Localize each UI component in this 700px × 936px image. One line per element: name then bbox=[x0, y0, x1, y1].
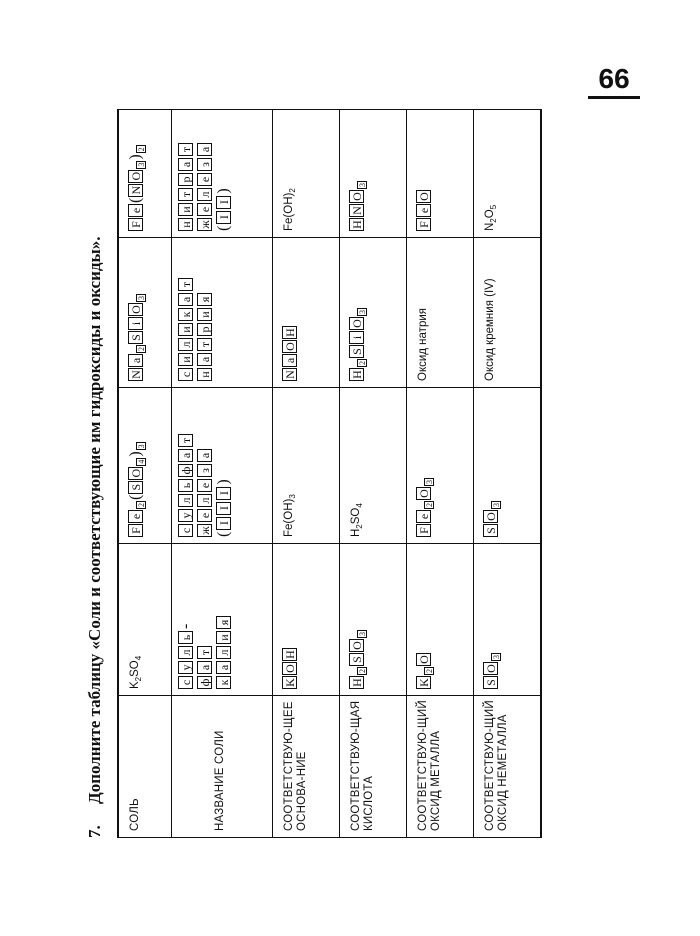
letter-box: e bbox=[416, 510, 431, 523]
cell-c2-nonmetal-oxide bbox=[474, 388, 542, 544]
letter-box-formula bbox=[416, 392, 434, 537]
table-row-name bbox=[172, 110, 273, 838]
letter-box-formula bbox=[282, 242, 297, 381]
subscript-box: 4 bbox=[137, 459, 146, 464]
letter-box: O bbox=[349, 190, 364, 203]
formula-text: $N_2O_5$ bbox=[484, 204, 498, 231]
letter-box: т bbox=[178, 188, 193, 201]
table-row-nonmetal-oxide bbox=[474, 110, 542, 838]
letter-box-formula bbox=[128, 242, 146, 381]
letter-box: ж bbox=[197, 524, 212, 537]
letter-box: I bbox=[216, 517, 231, 530]
letter-box: т bbox=[197, 338, 212, 351]
letter-box: а bbox=[178, 158, 193, 171]
letter-box-line bbox=[178, 242, 193, 381]
letter-box: i bbox=[128, 317, 143, 330]
letter-box: I bbox=[216, 487, 231, 500]
cell-c2-base bbox=[273, 388, 340, 544]
letter-box: а bbox=[178, 449, 193, 462]
bracket-glyph: ) bbox=[215, 479, 232, 485]
cell-c2-salt bbox=[118, 388, 172, 544]
letter-box: F bbox=[416, 218, 431, 231]
letter-box: ф bbox=[178, 464, 193, 477]
letter-box-line bbox=[216, 392, 231, 537]
bracket-glyph: ( bbox=[215, 225, 232, 231]
oxide-name: Оксид кремния (IV) bbox=[484, 278, 496, 381]
subscript-box: 2 bbox=[358, 669, 367, 673]
cell-c3-metal-oxide bbox=[407, 238, 474, 388]
letter-box-formula bbox=[483, 392, 501, 537]
cell-c4-metal-oxide bbox=[407, 110, 474, 238]
letter-box: е bbox=[197, 479, 212, 492]
letter-box: O bbox=[128, 170, 143, 183]
letter-box: H bbox=[349, 676, 364, 689]
cell-c3-base bbox=[273, 238, 340, 388]
letter-box: с bbox=[178, 368, 193, 381]
letter-box: и bbox=[178, 203, 193, 216]
letter-box: а bbox=[178, 293, 193, 306]
letter-box: л bbox=[178, 338, 193, 351]
letter-box: а bbox=[197, 661, 212, 674]
letter-box: a bbox=[128, 354, 143, 367]
letter-box-line bbox=[178, 392, 193, 537]
letter-box: H bbox=[349, 368, 364, 381]
letter-box: F bbox=[416, 524, 431, 537]
letter-box: K bbox=[282, 676, 297, 689]
letter-box: с bbox=[178, 524, 193, 537]
letter-box-words bbox=[178, 548, 231, 689]
letter-box: у bbox=[178, 509, 193, 522]
letter-box: л bbox=[178, 494, 193, 507]
task-number: 7. bbox=[85, 825, 104, 838]
letter-box-formula bbox=[416, 548, 434, 689]
letter-box: и bbox=[178, 323, 193, 336]
letter-box: и bbox=[197, 308, 212, 321]
formula-text: $K_2SO_4$ bbox=[129, 655, 143, 689]
letter-box: O bbox=[282, 340, 297, 353]
letter-box: а bbox=[197, 353, 212, 366]
cell-c3-nonmetal-oxide bbox=[474, 238, 542, 388]
subscript-box: 3 bbox=[492, 503, 501, 507]
letter-box: р bbox=[178, 173, 193, 186]
letter-box-words bbox=[178, 114, 231, 231]
letter-box-line bbox=[197, 114, 212, 231]
letter-box: e bbox=[416, 204, 431, 217]
letter-box-line bbox=[197, 392, 212, 537]
cell-c1-metal-oxide bbox=[407, 544, 474, 696]
letter-box: i bbox=[349, 331, 364, 344]
letter-box: O bbox=[349, 317, 364, 330]
letter-box: е bbox=[197, 509, 212, 522]
table-row-base bbox=[273, 110, 340, 838]
page-number: 99 bbox=[598, 63, 630, 94]
letter-box-line bbox=[197, 548, 212, 689]
cell-c2-name bbox=[172, 388, 273, 544]
letter-box: O bbox=[416, 190, 431, 203]
letter-box: H bbox=[282, 326, 297, 339]
letter-box-words bbox=[178, 242, 212, 381]
letter-box-formula bbox=[349, 114, 367, 231]
letter-box: O bbox=[483, 510, 498, 523]
bracket-glyph: ) bbox=[127, 154, 144, 160]
letter-box: н bbox=[178, 218, 193, 231]
row-header-name bbox=[172, 696, 273, 838]
bracket-glyph: ) bbox=[215, 188, 232, 194]
subscript-box: 3 bbox=[425, 480, 434, 484]
row-header-metal-oxide bbox=[407, 696, 474, 838]
rotated-page-content bbox=[80, 98, 570, 838]
cell-c3-salt bbox=[118, 238, 172, 388]
letter-box-formula bbox=[483, 548, 501, 689]
formula-text: $Fe(OH)_2$ bbox=[283, 188, 297, 231]
letter-box: ф bbox=[197, 676, 212, 689]
bracket-glyph: ) bbox=[127, 451, 144, 457]
letter-box: н bbox=[197, 368, 212, 381]
subscript-box: 3 bbox=[358, 183, 367, 187]
letter-box-formula bbox=[349, 242, 367, 381]
letter-box-formula bbox=[282, 548, 297, 689]
letter-box: ж bbox=[197, 218, 212, 231]
subscript-box: 2 bbox=[137, 347, 146, 351]
letter-box: и bbox=[216, 631, 231, 644]
letter-box: л bbox=[197, 188, 212, 201]
letter-box: F bbox=[128, 524, 143, 537]
letter-box: K bbox=[416, 676, 431, 689]
cell-c3-name bbox=[172, 238, 273, 388]
bracket-glyph: - bbox=[177, 623, 194, 629]
letter-box: H bbox=[349, 218, 364, 231]
subscript-box: 2 bbox=[137, 503, 146, 507]
letter-box-line bbox=[178, 114, 193, 231]
cell-c4-nonmetal-oxide bbox=[474, 110, 542, 238]
task-text: Дополните таблицу «Соли и соответствующие им гидроксиды и оксиды». bbox=[85, 236, 104, 804]
row-header-label: НАЗВАНИЕ СОЛИ bbox=[214, 730, 226, 831]
subscript-box: 2 bbox=[425, 669, 434, 673]
bracket-glyph: ( bbox=[127, 197, 144, 203]
bracket-glyph: ( bbox=[215, 531, 232, 537]
letter-box: I bbox=[216, 196, 231, 209]
subscript-box: 2 bbox=[137, 147, 146, 152]
row-header-acid bbox=[340, 696, 407, 838]
letter-box: и bbox=[178, 353, 193, 366]
row-header-nonmetal-oxide bbox=[474, 696, 542, 838]
cell-c2-metal-oxide bbox=[407, 388, 474, 544]
subscript-box: 3 bbox=[492, 655, 501, 659]
letter-box-formula bbox=[349, 548, 367, 689]
letter-box: S bbox=[128, 331, 143, 344]
letter-box: S bbox=[483, 676, 498, 689]
table-row-acid bbox=[340, 110, 407, 838]
letter-box: к bbox=[178, 308, 193, 321]
letter-box: I bbox=[216, 502, 231, 515]
letter-box: т bbox=[178, 434, 193, 447]
letter-box: к bbox=[216, 676, 231, 689]
letter-box: O bbox=[128, 467, 143, 480]
formula-text: $Fe(OH)_3$ bbox=[283, 494, 297, 537]
subscript-box: 3 bbox=[358, 310, 367, 314]
table-row-metal-oxide bbox=[407, 110, 474, 838]
cell-c1-acid bbox=[340, 544, 407, 696]
letter-box: т bbox=[178, 143, 193, 156]
letter-box: S bbox=[483, 524, 498, 537]
subscript-box: 3 bbox=[137, 162, 146, 167]
subscript-box: 2 bbox=[358, 361, 367, 365]
task-heading bbox=[80, 98, 114, 838]
letter-box: л bbox=[178, 646, 193, 659]
letter-box-line bbox=[178, 548, 193, 689]
letter-box: я bbox=[216, 616, 231, 629]
subscript-box: 3 bbox=[358, 632, 367, 636]
letter-box: N bbox=[128, 184, 143, 197]
letter-box: е bbox=[197, 203, 212, 216]
letter-box: ь bbox=[178, 631, 193, 644]
subscript-box: 3 bbox=[137, 444, 146, 449]
letter-box: я bbox=[197, 293, 212, 306]
letter-box-line bbox=[216, 548, 231, 689]
letter-box: а bbox=[197, 449, 212, 462]
letter-box: e bbox=[128, 510, 143, 523]
cell-c4-acid bbox=[340, 110, 407, 238]
letter-box: а bbox=[216, 661, 231, 674]
letter-box: O bbox=[416, 487, 431, 500]
letter-box: ь bbox=[178, 479, 193, 492]
row-header-label: СООТВЕТСТВУЮ-ЩАЯ КИСЛОТА bbox=[350, 700, 375, 831]
letter-box: O bbox=[282, 662, 297, 675]
letter-box: з bbox=[197, 464, 212, 477]
letter-box: O bbox=[416, 653, 431, 666]
subscript-box: 3 bbox=[137, 296, 146, 300]
letter-box: N bbox=[128, 368, 143, 381]
letter-box: л bbox=[216, 646, 231, 659]
row-header-label: СООТВЕТСТВУЮ-ЩЕЕ ОСНОВА-НИЕ bbox=[283, 701, 308, 831]
letter-box: т bbox=[178, 278, 193, 291]
cell-c2-acid bbox=[340, 388, 407, 544]
cell-c1-nonmetal-oxide bbox=[474, 544, 542, 696]
letter-box: O bbox=[128, 303, 143, 316]
subscript-box: 2 bbox=[425, 503, 434, 507]
letter-box: а bbox=[197, 143, 212, 156]
letter-box: у bbox=[178, 661, 193, 674]
letter-box: N bbox=[349, 204, 364, 217]
letter-box: з bbox=[197, 158, 212, 171]
oxide-name: Оксид натрия bbox=[417, 308, 429, 381]
letter-box: O bbox=[483, 662, 498, 675]
letter-box-formula bbox=[416, 114, 431, 231]
cell-c4-base bbox=[273, 110, 340, 238]
letter-box-words bbox=[178, 392, 231, 537]
cell-c3-acid bbox=[340, 238, 407, 388]
row-header-salt bbox=[118, 696, 172, 838]
formula-text: $H_2SO_4$ bbox=[350, 503, 364, 537]
table-row-salt bbox=[118, 110, 172, 838]
cell-c4-salt bbox=[118, 110, 172, 238]
letter-box: N bbox=[282, 368, 297, 381]
letter-box: O bbox=[349, 639, 364, 652]
cell-c4-name bbox=[172, 110, 273, 238]
row-header-base bbox=[273, 696, 340, 838]
letter-box-formula bbox=[127, 392, 146, 537]
letter-box: с bbox=[178, 676, 193, 689]
bracket-glyph: ( bbox=[127, 494, 144, 500]
letter-box: e bbox=[128, 204, 143, 217]
cell-c1-name bbox=[172, 544, 273, 696]
salts-table bbox=[117, 109, 542, 838]
letter-box: F bbox=[128, 218, 143, 231]
letter-box: I bbox=[216, 211, 231, 224]
cell-c1-base bbox=[273, 544, 340, 696]
letter-box: S bbox=[349, 653, 364, 666]
letter-box-line bbox=[216, 114, 231, 231]
cell-c1-salt bbox=[118, 544, 172, 696]
letter-box-formula bbox=[127, 114, 146, 231]
letter-box: т bbox=[197, 646, 212, 659]
letter-box: л bbox=[197, 494, 212, 507]
row-header-label: СООТВЕТСТВУЮ-ЩИЙ ОКСИД МЕТАЛЛА bbox=[417, 700, 442, 831]
letter-box: р bbox=[197, 323, 212, 336]
letter-box: H bbox=[282, 648, 297, 661]
row-header-label: СООТВЕТСТВУЮ-ЩИЙ ОКСИД НЕМЕТАЛЛА bbox=[484, 700, 509, 831]
letter-box: S bbox=[349, 345, 364, 358]
row-header-label: СОЛЬ bbox=[129, 798, 141, 831]
letter-box: S bbox=[128, 481, 143, 494]
page-number-rule bbox=[588, 96, 640, 99]
letter-box: е bbox=[197, 173, 212, 186]
letter-box-line bbox=[197, 242, 212, 381]
letter-box: a bbox=[282, 354, 297, 367]
